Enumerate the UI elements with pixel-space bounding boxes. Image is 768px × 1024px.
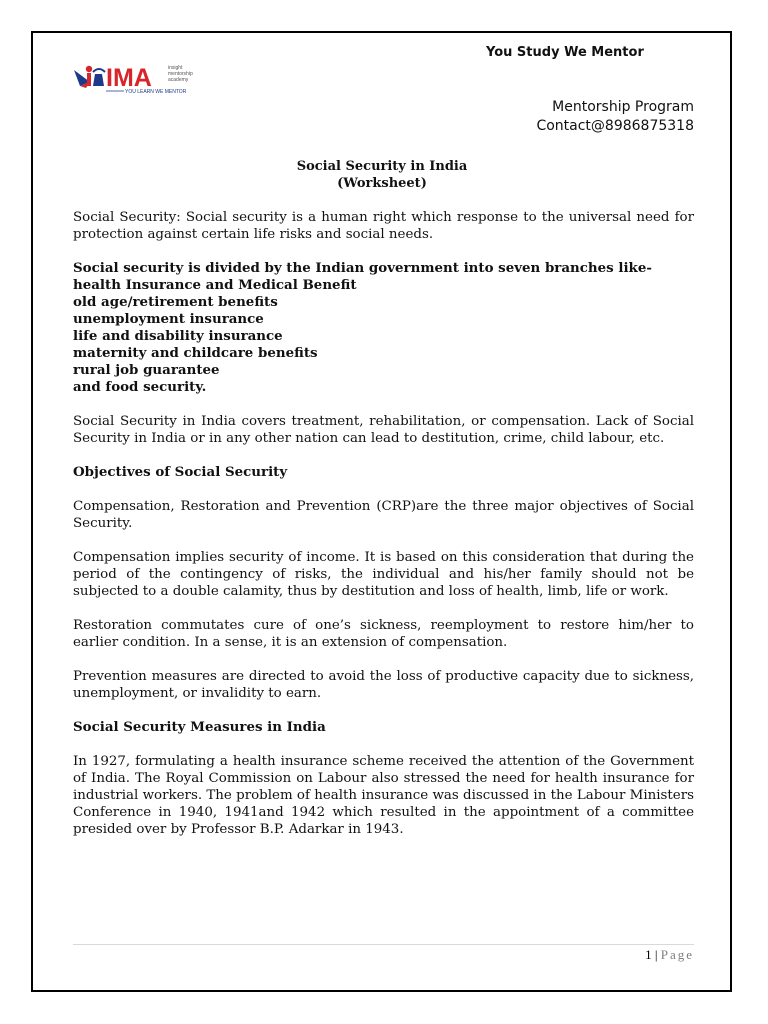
program-label: Mentorship Program bbox=[552, 99, 694, 115]
logo-sub1: insight bbox=[168, 65, 183, 71]
document-title bbox=[72, 158, 692, 192]
page-separator: | bbox=[651, 947, 661, 962]
list-item: and food security. bbox=[73, 379, 207, 395]
list-item: health Insurance and Medical Benefit bbox=[73, 277, 357, 293]
header-tagline: You Study We Mentor bbox=[486, 45, 644, 60]
objectives-heading: Objectives of Social Security bbox=[73, 464, 288, 480]
list-item: unemployment insurance bbox=[73, 311, 264, 327]
document-body bbox=[73, 209, 694, 855]
logo-slogan: YOU LEARN WE MENTOR bbox=[125, 89, 187, 95]
contact-info: Contact@8986875318 bbox=[536, 118, 694, 134]
logo-brand: IMA bbox=[106, 64, 152, 92]
branches-list bbox=[73, 260, 694, 396]
page-number-value: 1 bbox=[645, 947, 652, 962]
ima-logo bbox=[72, 60, 212, 96]
compensation-paragraph: Compensation implies security of income. It is based on this consideration that during the period of the contingency of risks, the individual and his/her family should not be subjected to a double calamity, thus by destitution and loss of health, limb, life or work. bbox=[73, 550, 694, 599]
footer-divider bbox=[73, 944, 694, 945]
list-item: life and disability insurance bbox=[73, 328, 283, 344]
coverage-paragraph: Social Security in India covers treatment, rehabilitation, or compensation. Lack of Social Security in India or in any other nation can lead to destitution, crime, child labour, etc. bbox=[73, 414, 694, 446]
title-line-1: Social Security in India bbox=[296, 159, 468, 174]
measures-heading: Social Security Measures in India bbox=[73, 719, 326, 735]
list-item: old age/retirement benefits bbox=[73, 294, 278, 310]
list-item: maternity and childcare benefits bbox=[73, 345, 318, 361]
logo-sub3: academy bbox=[168, 77, 189, 83]
logo-sub2: mentorship bbox=[168, 71, 193, 77]
objectives-intro-paragraph: Compensation, Restoration and Prevention (CRP)are the three major objectives of Social Security. bbox=[73, 499, 694, 531]
intro-paragraph: Social Security: Social security is a human right which response to the universal need for protection against certain life risks and social needs. bbox=[73, 210, 694, 242]
branches-heading: Social security is divided by the Indian government into seven branches like- bbox=[73, 260, 652, 276]
prevention-paragraph: Prevention measures are directed to avoid the loss of productive capacity due to sickness, unemployment, or invalidity to earn. bbox=[73, 669, 694, 701]
restoration-paragraph: Restoration commutates cure of one’s sickness, reemployment to restore him/her to earlier condition. In a sense, it is an extension of compensation. bbox=[73, 618, 694, 650]
title-line-2: (Worksheet) bbox=[337, 176, 427, 191]
logo-mark-icon bbox=[72, 60, 212, 96]
measures-paragraph: In 1927, formulating a health insurance scheme received the attention of the Government of India. The Royal Commission on Labour also stressed the need for health insurance for industrial workers. The problem of health insurance was discussed in the Labour Ministers Conference in 1940, 1941and 1942 which resulted in the appointment of a committee presided over by Professor B.P. Adarkar in 1943. bbox=[73, 754, 694, 837]
page-label: Page bbox=[660, 947, 694, 962]
page-number bbox=[645, 947, 694, 963]
contact-block bbox=[536, 98, 694, 136]
list-item: rural job guarantee bbox=[73, 362, 220, 378]
